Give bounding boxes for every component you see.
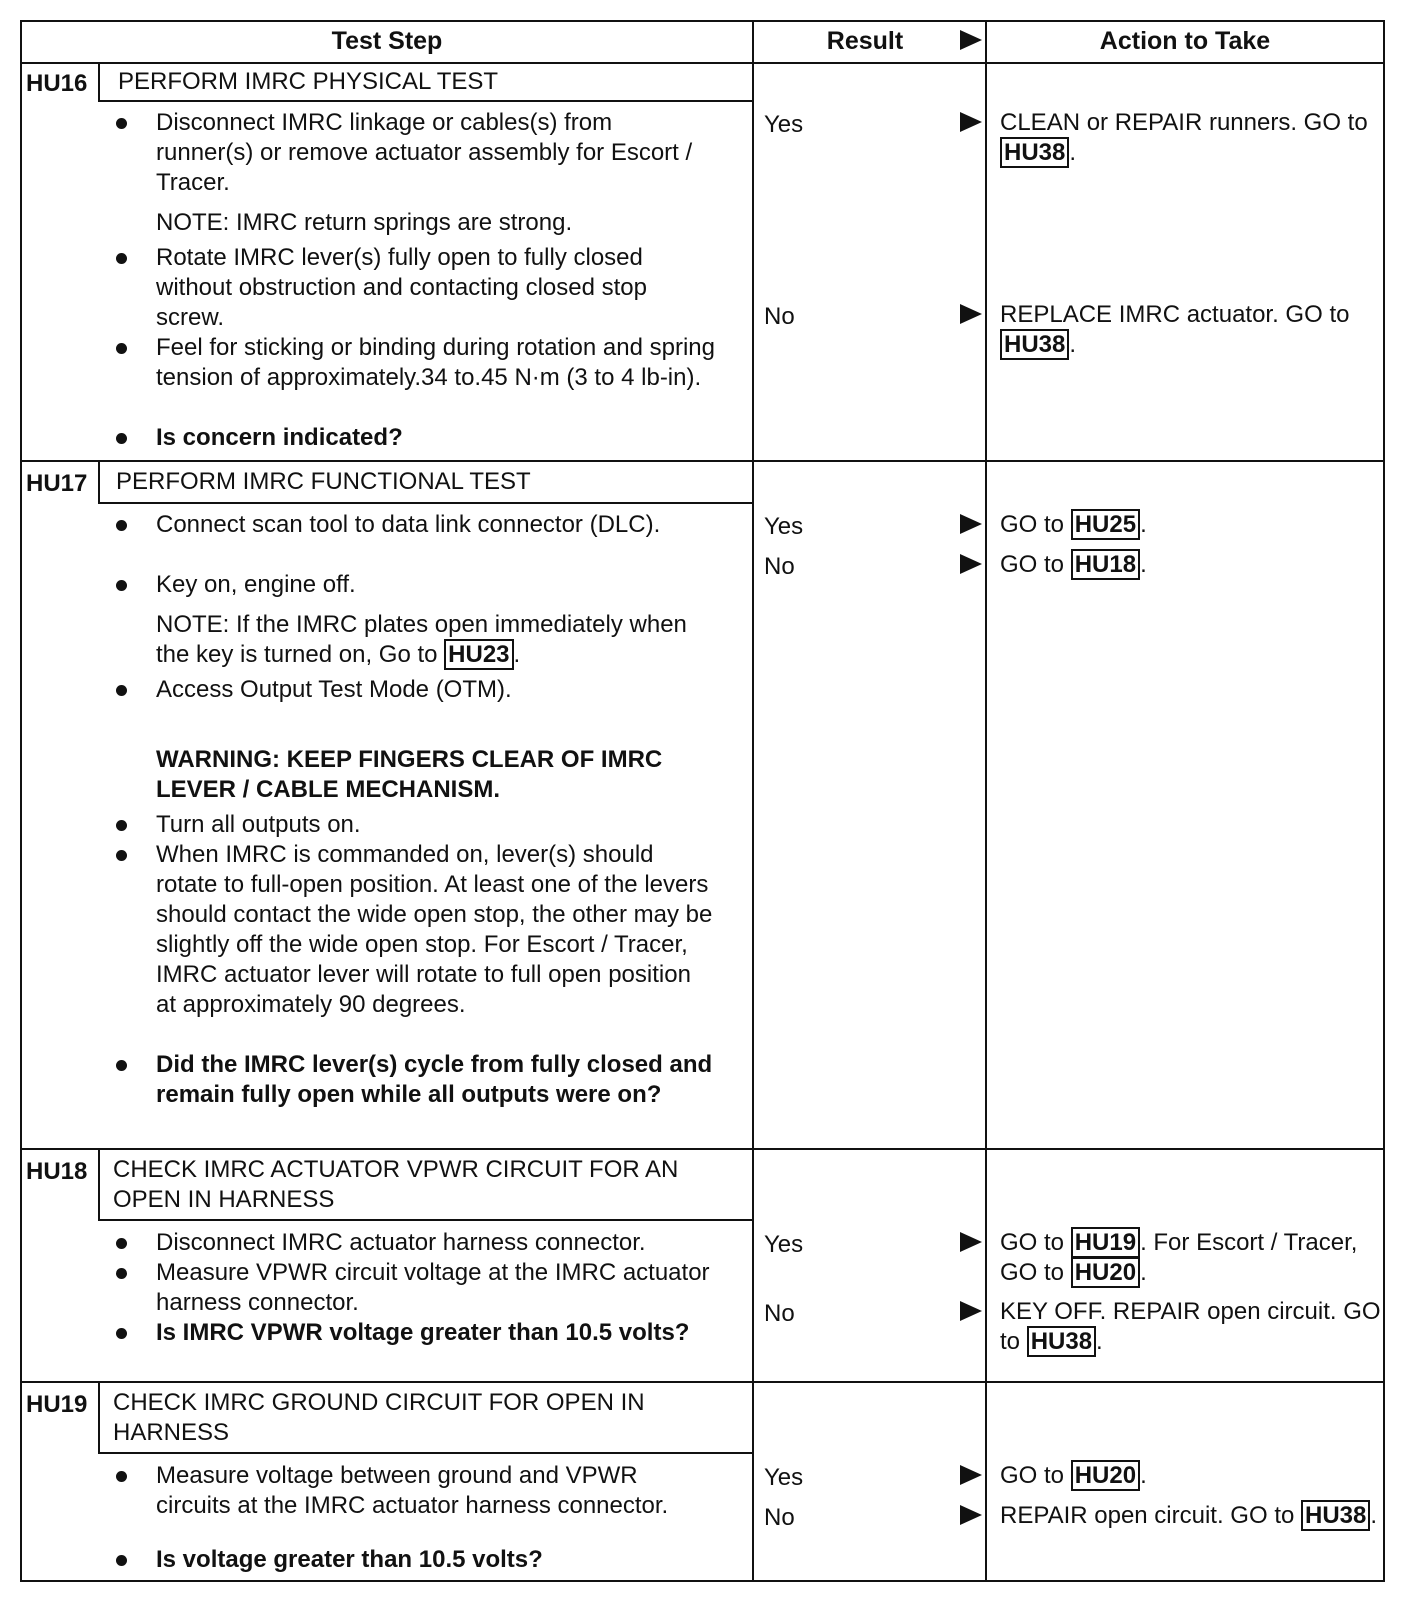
action-text: REPAIR open circuit. GO to HU38 . [1000,1502,1378,1529]
step-ref-link[interactable]: HU38 [1301,1500,1370,1531]
step-bullet: When IMRC is commanded on, lever(s) should rotate to full-open position. At least one of the levers should contact the wide open stop, the other may be slightly off the wide open stop. For Escort / Tracer, IMRC actuator lever will rotate to full open position at approximately 90 degrees. [116,840,716,1020]
result-yes: Yes [764,111,804,138]
header-test-step: Test Step [331,27,443,55]
result-arrow-icon [960,1465,982,1485]
result-no: No [764,1300,795,1327]
row-divider [20,460,1385,462]
title-divider [98,1452,754,1454]
step-bullet: Rotate IMRC lever(s) fully open to fully closed without obstruction and contacting closed stop screw. [116,243,716,333]
column-divider-result [752,20,754,1582]
step-title: PERFORM IMRC FUNCTIONAL TEST [116,468,531,495]
step-ref-link[interactable]: HU23 [444,639,513,670]
action-text: KEY OFF. REPAIR open circuit. GO to HU38 . [1000,1298,1381,1355]
result-no: No [764,553,795,580]
column-divider-action [985,20,987,1582]
step-bullet: Disconnect IMRC actuator harness connector. [116,1228,716,1258]
step-bullet: Measure VPWR circuit voltage at the IMRC actuator harness connector. [116,1258,716,1318]
table-border-top [20,20,1385,22]
title-divider [98,1219,754,1221]
step-ref-link[interactable]: HU19 [1071,1227,1140,1258]
step-bullet: Disconnect IMRC linkage or cables(s) from runner(s) or remove actuator assembly for Escort / Tracer. [116,108,716,198]
header-divider [20,62,1385,64]
step-ref-link[interactable]: HU25 [1071,509,1140,540]
step-bullet: Measure voltage between ground and VPWR circuits at the IMRC actuator harness connector. [116,1461,716,1521]
result-yes: Yes [764,1464,804,1491]
step-bullet: Turn all outputs on. [116,810,716,840]
title-divider [98,100,754,102]
step-code: HU16 [26,70,88,97]
step-ref-link[interactable]: HU20 [1071,1460,1140,1491]
table-border-left [20,20,22,1582]
step-code: HU17 [26,470,88,497]
step-question: Is IMRC VPWR voltage greater than 10.5 volts? [116,1318,716,1348]
result-arrow-icon [960,304,982,324]
result-arrow-icon [960,554,982,574]
result-arrow-icon [960,514,982,534]
code-divider [98,460,100,504]
result-arrow-icon [960,1301,982,1321]
step-bullet: Feel for sticking or binding during rotation and spring tension of approximately.34 to.45 N·m (3 to 4 lb-in). [116,333,716,393]
action-text: GO to HU25 . [1000,511,1147,538]
result-no: No [764,303,795,330]
warning-text: WARNING: KEEP FINGERS CLEAR OF IMRC LEVER / CABLE MECHANISM. [156,746,663,803]
step-note: NOTE: IMRC return springs are strong. [156,209,573,236]
action-text: GO to HU18 . [1000,551,1147,578]
result-yes: Yes [764,1231,804,1258]
result-arrow-icon [960,112,982,132]
code-divider [98,62,100,102]
title-divider [98,502,754,504]
step-bullet: Connect scan tool to data link connector (DLC). [116,510,716,540]
step-bullet: Access Output Test Mode (OTM). [116,675,716,705]
step-ref-link[interactable]: HU38 [1000,329,1069,360]
table-border-bottom [20,1580,1385,1582]
step-ref-link[interactable]: HU38 [1000,137,1069,168]
header-action: Action to Take [1099,27,1271,55]
step-title: CHECK IMRC GROUND CIRCUIT FOR OPEN IN HARNESS [113,1389,645,1446]
header-result: Result [826,27,904,55]
step-ref-link[interactable]: HU18 [1071,549,1140,580]
step-ref-link[interactable]: HU20 [1071,1257,1140,1288]
header-arrow-icon [960,30,982,50]
result-yes: Yes [764,513,804,540]
step-code: HU19 [26,1391,88,1418]
action-text: CLEAN or REPAIR runners. GO to HU38 . [1000,109,1368,166]
step-ref-link[interactable]: HU38 [1027,1326,1096,1357]
result-arrow-icon [960,1232,982,1252]
step-bullet: Key on, engine off. [116,570,716,600]
row-divider [20,1148,1385,1150]
step-question: Is voltage greater than 10.5 volts? [116,1545,716,1575]
step-question: Is concern indicated? [116,423,716,453]
step-title: PERFORM IMRC PHYSICAL TEST [118,68,499,95]
code-divider [98,1148,100,1221]
action-text: REPLACE IMRC actuator. GO to HU38 . [1000,301,1350,358]
step-note: NOTE: If the IMRC plates open immediately when the key is turned on, Go to HU23 . [156,611,687,668]
code-divider [98,1381,100,1454]
result-no: No [764,1504,795,1531]
result-arrow-icon [960,1505,982,1525]
step-question: Did the IMRC lever(s) cycle from fully closed and remain fully open while all outputs were on? [116,1050,716,1110]
step-title: CHECK IMRC ACTUATOR VPWR CIRCUIT FOR AN OPEN IN HARNESS [113,1156,679,1213]
action-text: GO to HU20 . [1000,1462,1147,1489]
step-code: HU18 [26,1158,88,1185]
action-text: GO to HU19 . For Escort / Tracer, GO to HU20 . [1000,1229,1358,1286]
row-divider [20,1381,1385,1383]
